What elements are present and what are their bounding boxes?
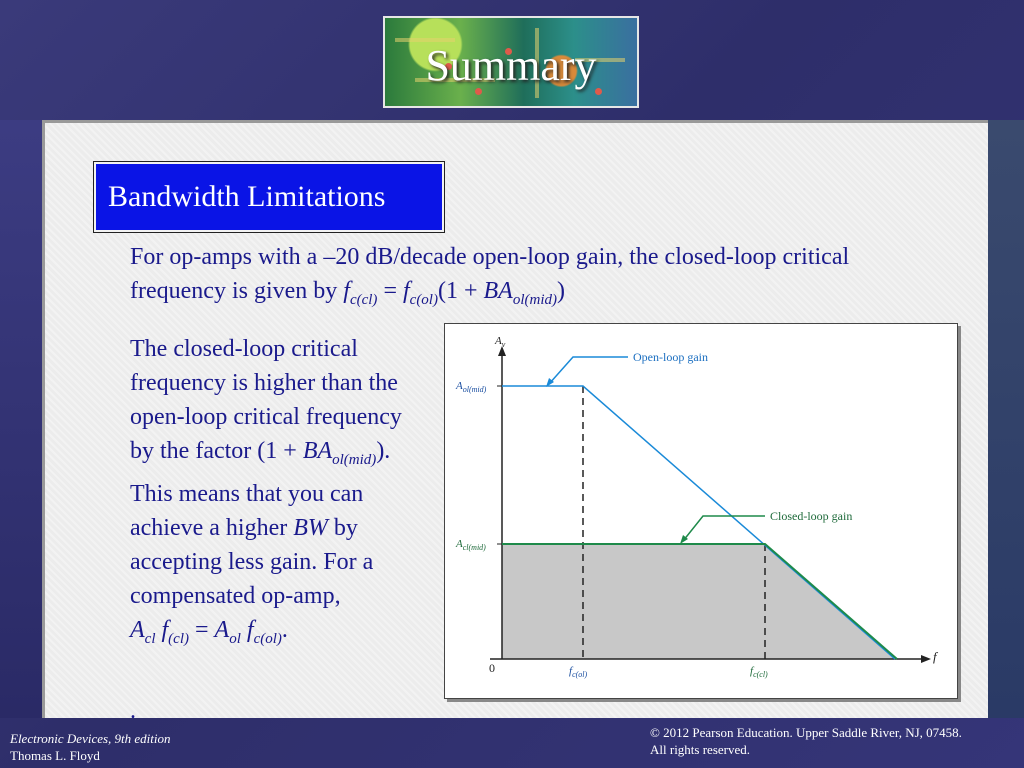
footer-book-info (10, 730, 171, 764)
footer-copyright-line: © 2012 Pearson Education. Upper Saddle River, NJ, 07458. (650, 725, 962, 740)
body-text-part3: by accepting less gain. For a compensated op-amp, (130, 515, 374, 609)
eq-a-cl-subscript: cl (144, 631, 156, 647)
right-decorative-strip (988, 120, 1024, 718)
formula-f-cl-subscript: c(cl) (349, 292, 378, 308)
body-ba: BA (302, 438, 333, 464)
eq-f-cl: f (155, 617, 169, 643)
body-ba-subscript: ol(mid) (332, 452, 377, 468)
eq-a-cl: A (130, 617, 145, 643)
footer-author: Thomas L. Floyd (10, 748, 100, 763)
closed-loop-callout-label: Closed-loop gain (770, 509, 853, 523)
eq-f-cl-subscript: (cl) (168, 631, 189, 647)
eq-a-ol: A (214, 617, 230, 643)
body-text-part2: ). This means that you can achieve a higher (130, 438, 391, 541)
formula-f-ol: f (402, 278, 410, 304)
open-loop-callout-line (549, 357, 628, 384)
eq-a-ol-subscript: ol (229, 631, 241, 647)
x-axis-label: f (933, 649, 937, 664)
acl-mid-label: $A_{cl(mid)}$ (456, 538, 486, 552)
closed-loop-callout-line (683, 516, 765, 541)
bandwidth-diagram-svg (445, 324, 959, 700)
closed-loop-area (502, 544, 897, 659)
fc-cl-label: $f_{c(cl)}$ (750, 665, 768, 679)
footer-book-title: Electronic Devices, 9th edition (10, 731, 171, 746)
open-loop-callout-label: Open-loop gain (633, 350, 708, 364)
formula-paren-open: (1 + (437, 278, 484, 304)
y-axis-label: $A_v$ (495, 335, 506, 349)
eq-period: . (281, 617, 288, 643)
x-axis-arrow (921, 655, 931, 663)
bandwidth-diagram (444, 323, 958, 699)
formula-ba-subscript: ol(mid) (512, 292, 558, 308)
topic-heading: Bandwidth Limitations (94, 162, 444, 232)
aol-mid-label: $A_{ol(mid)}$ (456, 380, 487, 394)
left-decorative-strip (0, 120, 42, 718)
formula-ba: BA (483, 278, 513, 304)
header-banner (383, 16, 639, 108)
fc-ol-label: $f_{c(ol)}$ (569, 665, 588, 679)
eq-equals: = (189, 617, 215, 643)
intro-text: For op-amps with a –20 dB/decade open-loop gain, the closed-loop critical frequency is given by (130, 244, 850, 304)
intro-paragraph (130, 240, 930, 317)
eq-f-ol-subscript: c(ol) (253, 631, 282, 647)
page-title: Summary (425, 41, 597, 90)
formula-f-cl: f (343, 278, 350, 304)
formula-paren-close: ) (557, 278, 566, 304)
formula-f-ol-subscript: c(ol) (409, 292, 438, 308)
body-bw: BW (293, 515, 328, 541)
footer-copyright (650, 724, 962, 758)
formula-equals: = (377, 278, 403, 304)
body-text-part1: The closed-loop critical frequency is higher than the open-loop critical frequency by the factor (1 + (130, 336, 402, 464)
eq-f-ol: f (240, 617, 254, 643)
body-paragraph (130, 332, 415, 656)
footer-rights-line: All rights reserved. (650, 742, 751, 757)
origin-label: 0 (489, 661, 495, 675)
stray-bullet: . (130, 698, 136, 724)
